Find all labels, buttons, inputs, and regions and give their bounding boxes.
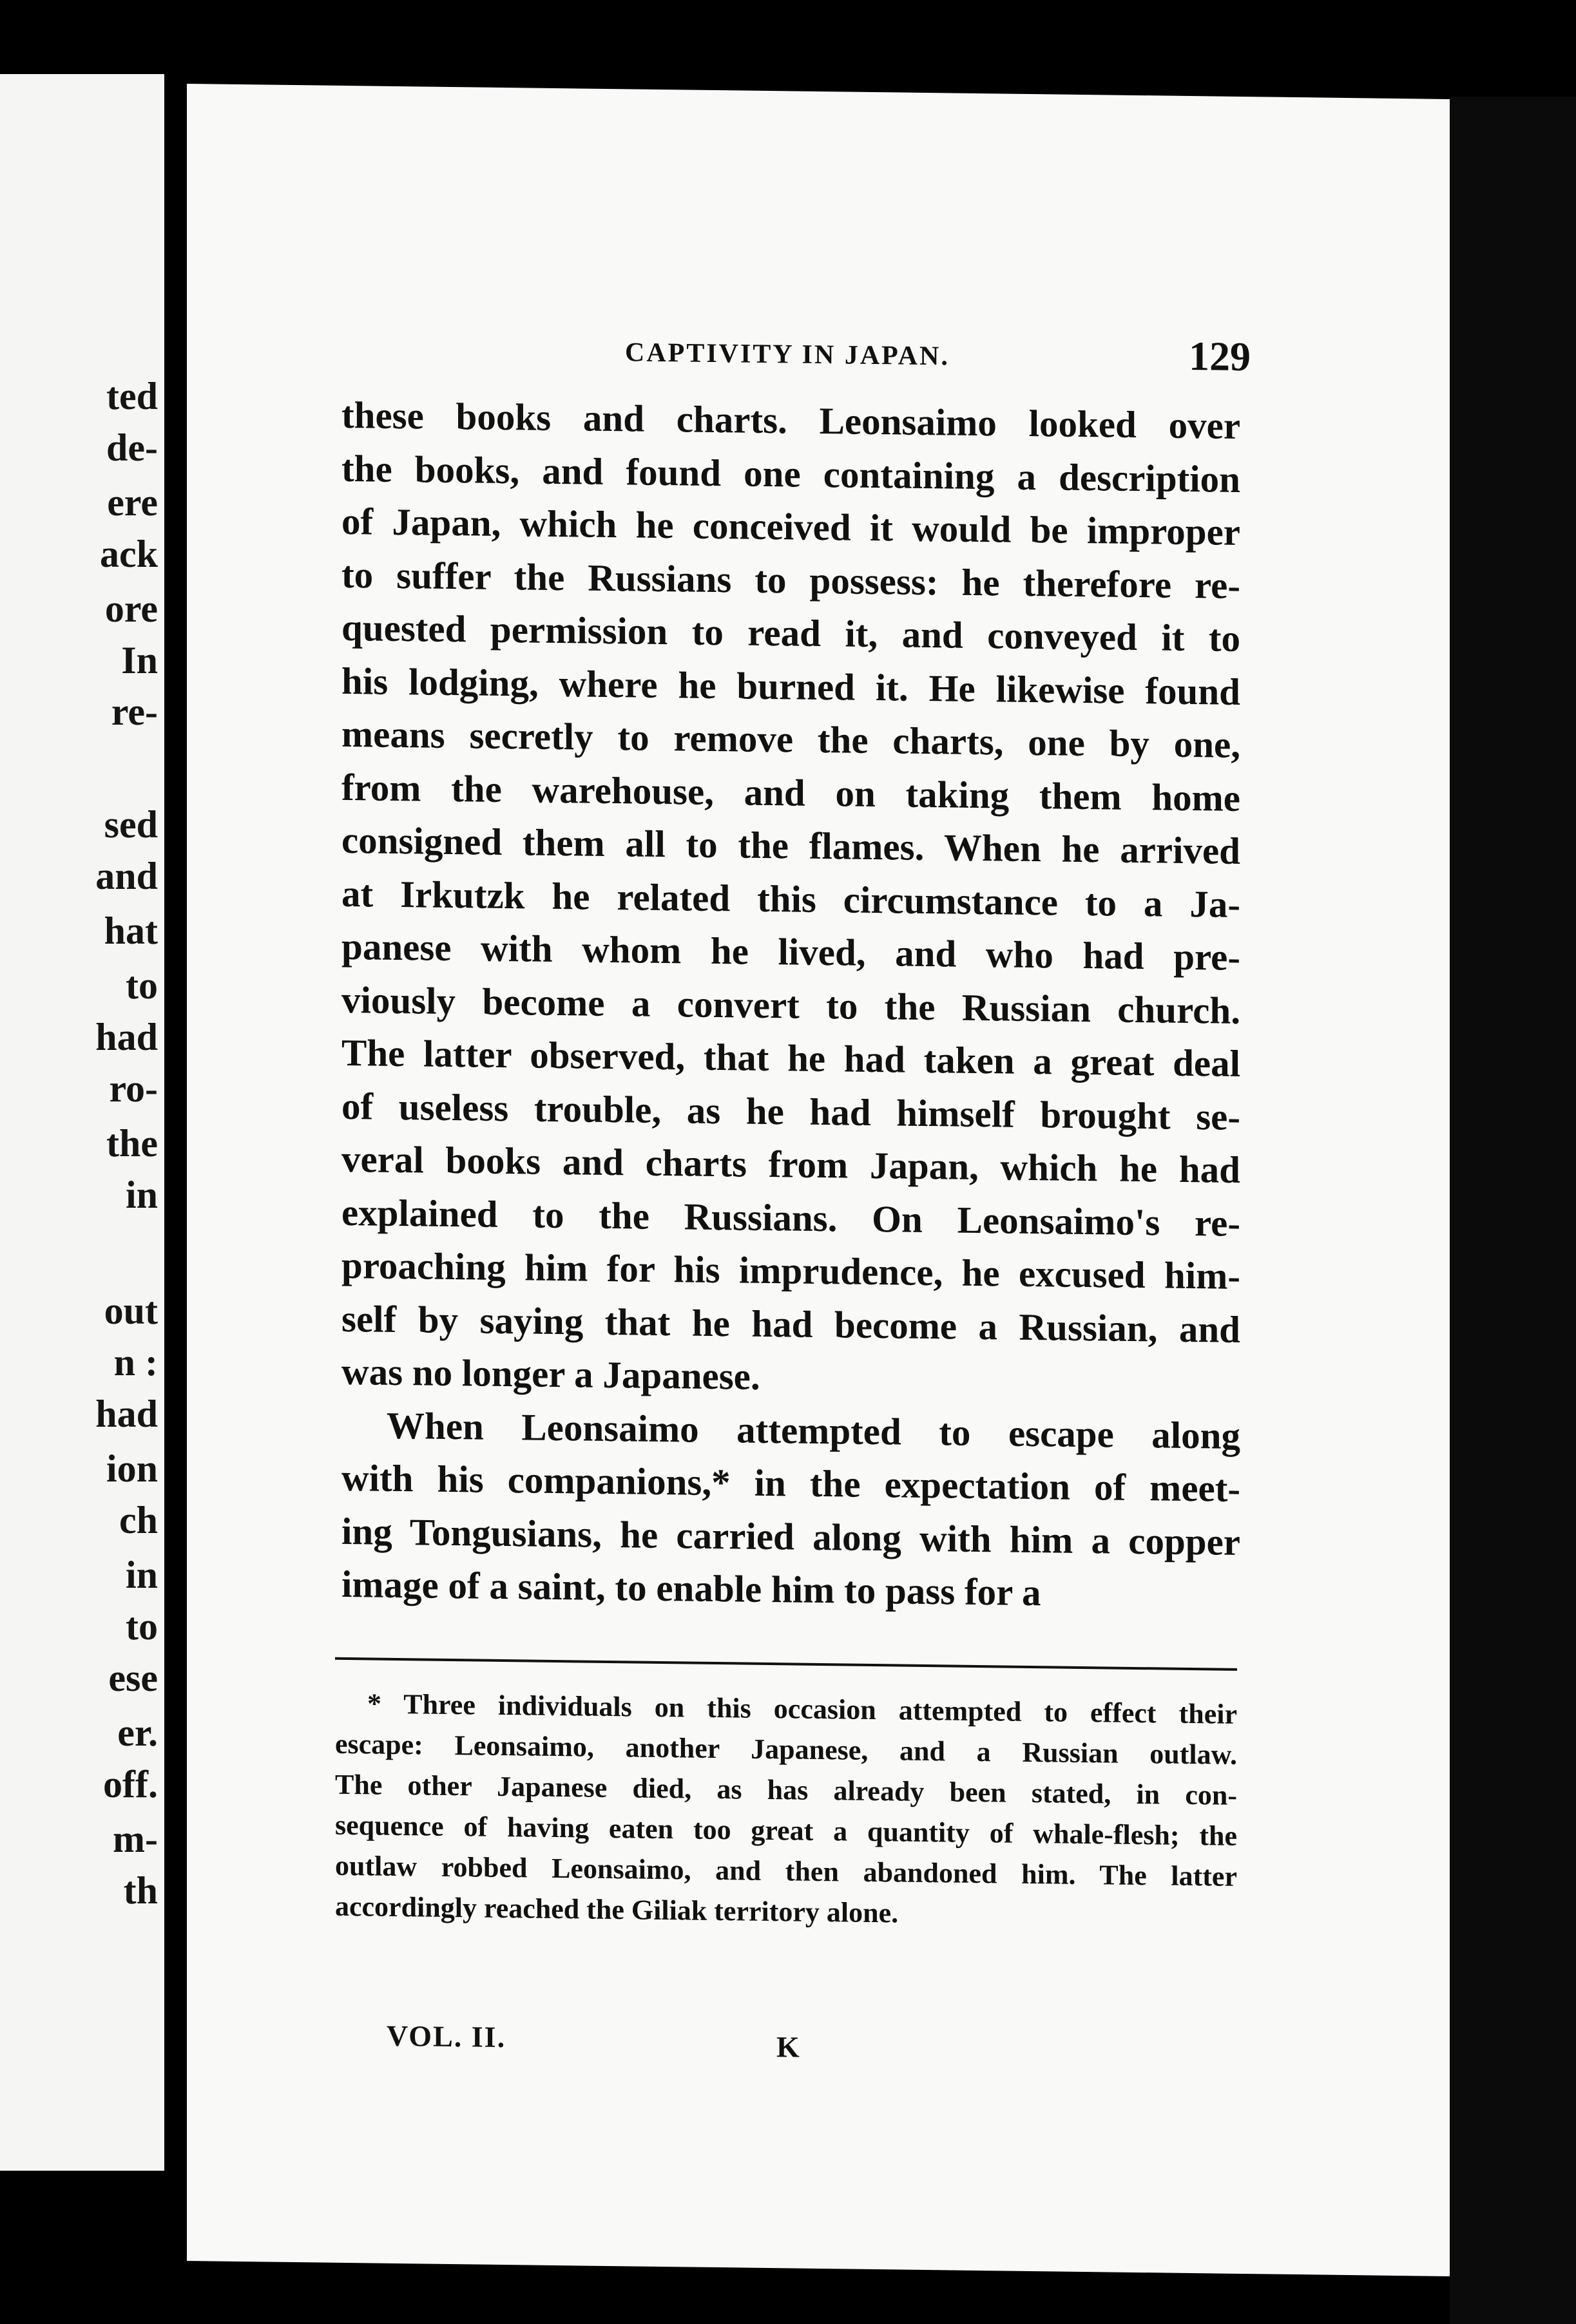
previous-page-line-fragment: had bbox=[95, 1016, 158, 1058]
footnote-rule bbox=[335, 1657, 1237, 1671]
text-line: means secretly to remove the charts, one by one, bbox=[341, 712, 1240, 766]
footnote-line: sequence of having eaten too great a quantity of whale-flesh; the bbox=[335, 1809, 1237, 1852]
previous-page-line-fragment: n : bbox=[113, 1341, 158, 1384]
scan-border bbox=[1450, 97, 1576, 2324]
previous-page-line-fragment: in bbox=[125, 1554, 158, 1596]
text-line: panese with whom he lived, and who had pre- bbox=[341, 924, 1240, 978]
text-line: self by saying that he had become a Russian, and bbox=[341, 1297, 1240, 1351]
previous-page-line-fragment: had bbox=[95, 1393, 158, 1435]
footnote-line: outlaw robbed Leonsaimo, and then abandoned him. The latter bbox=[335, 1849, 1237, 1892]
page-footer bbox=[187, 2016, 1450, 2077]
text-line: ing Tongusians, he carried along with him a copper bbox=[341, 1509, 1240, 1563]
paragraph-2 bbox=[341, 1398, 1240, 1621]
text-line: The latter observed, that he had taken a great deal bbox=[341, 1031, 1240, 1085]
text-line: of Japan, which he conceived it would be improper bbox=[341, 499, 1240, 553]
text-line: quested permission to read it, and conveyed it to bbox=[341, 605, 1240, 660]
text-line: with his companions,* in the expectation of meet- bbox=[341, 1456, 1240, 1510]
text-line: consigned them all to the flames. When he arrived bbox=[341, 818, 1240, 872]
text-line: image of a saint, to enable him to pass for a bbox=[341, 1562, 1041, 1614]
body-text bbox=[341, 388, 1240, 1622]
text-line: veral books and charts from Japan, which he had bbox=[341, 1137, 1240, 1191]
text-line: explained to the Russians. On Leonsaimo's re- bbox=[341, 1190, 1240, 1244]
paragraph-1 bbox=[341, 388, 1240, 1409]
previous-page-line-fragment: th bbox=[123, 1869, 158, 1912]
previous-page-line-fragment: ted bbox=[106, 375, 158, 417]
previous-page-line-fragment: out bbox=[104, 1290, 158, 1332]
previous-page-line-fragment: In bbox=[121, 639, 158, 681]
previous-page-line-fragment: in bbox=[125, 1174, 158, 1216]
previous-page-line-fragment: m- bbox=[113, 1818, 158, 1860]
previous-page-fragment bbox=[0, 74, 164, 2171]
running-head bbox=[187, 325, 1450, 392]
previous-page-line-fragment: off. bbox=[103, 1763, 158, 1805]
page-number: 129 bbox=[1189, 332, 1251, 380]
text-line: the books, and found one containing a description bbox=[341, 446, 1240, 500]
footnote-line: The other Japanese died, as has already been stated, in con- bbox=[335, 1768, 1237, 1811]
footnote-line: * Three individuals on this occasion attempted to effect their bbox=[367, 1688, 1237, 1730]
previous-page-line-fragment: to bbox=[126, 1605, 158, 1648]
previous-page-line-fragment: ack bbox=[100, 533, 158, 575]
text-line: these books and charts. Leonsaimo looked over bbox=[341, 393, 1240, 447]
text-line: When Leonsaimo attempted to escape along bbox=[387, 1404, 1240, 1457]
text-line: viously become a convert to the Russian church. bbox=[341, 978, 1240, 1032]
previous-page-line-fragment: er. bbox=[117, 1711, 158, 1754]
book-page bbox=[187, 84, 1450, 2276]
footnote-line: accordingly reached the Giliak territory alone. bbox=[335, 1890, 899, 1929]
previous-page-line-fragment: ion bbox=[106, 1447, 158, 1490]
signature-mark: K bbox=[776, 2030, 800, 2064]
previous-page-line-fragment: sed bbox=[104, 803, 158, 846]
previous-page-line-fragment: re- bbox=[111, 691, 158, 733]
previous-page-line-fragment: ere bbox=[107, 481, 158, 524]
book-gutter bbox=[164, 58, 190, 2196]
previous-page-line-fragment: ore bbox=[104, 587, 158, 630]
previous-page-line-fragment: ch bbox=[119, 1499, 158, 1541]
volume-label: VOL. II. bbox=[387, 2019, 506, 2054]
previous-page-line-fragment: the bbox=[106, 1122, 158, 1165]
previous-page-line-fragment: hat bbox=[104, 910, 158, 952]
text-line: was no longer a Japanese. bbox=[341, 1349, 760, 1398]
running-title: CAPTIVITY IN JAPAN. bbox=[625, 338, 950, 372]
previous-page-line-fragment: de- bbox=[106, 426, 158, 469]
previous-page-line-fragment: to bbox=[126, 964, 158, 1007]
footnote-line: escape: Leonsaimo, another Japanese, and a Russian outlaw. bbox=[335, 1728, 1237, 1771]
previous-page-line-fragment: and bbox=[95, 855, 158, 897]
text-line: to suffer the Russians to possess: he therefore re- bbox=[341, 553, 1240, 607]
previous-page-line-fragment: ro- bbox=[109, 1067, 158, 1110]
text-line: of useless trouble, as he had himself brought se- bbox=[341, 1084, 1240, 1138]
text-line: at Irkutzk he related this circumstance to a Ja- bbox=[341, 872, 1240, 926]
text-line: proaching him for his imprudence, he excused him- bbox=[341, 1243, 1240, 1297]
footnote bbox=[335, 1683, 1237, 1938]
previous-page-line-fragment: ese bbox=[108, 1657, 158, 1699]
text-line: his lodging, where he burned it. He likewise found bbox=[341, 659, 1240, 713]
text-line: from the warehouse, and on taking them home bbox=[341, 765, 1240, 819]
